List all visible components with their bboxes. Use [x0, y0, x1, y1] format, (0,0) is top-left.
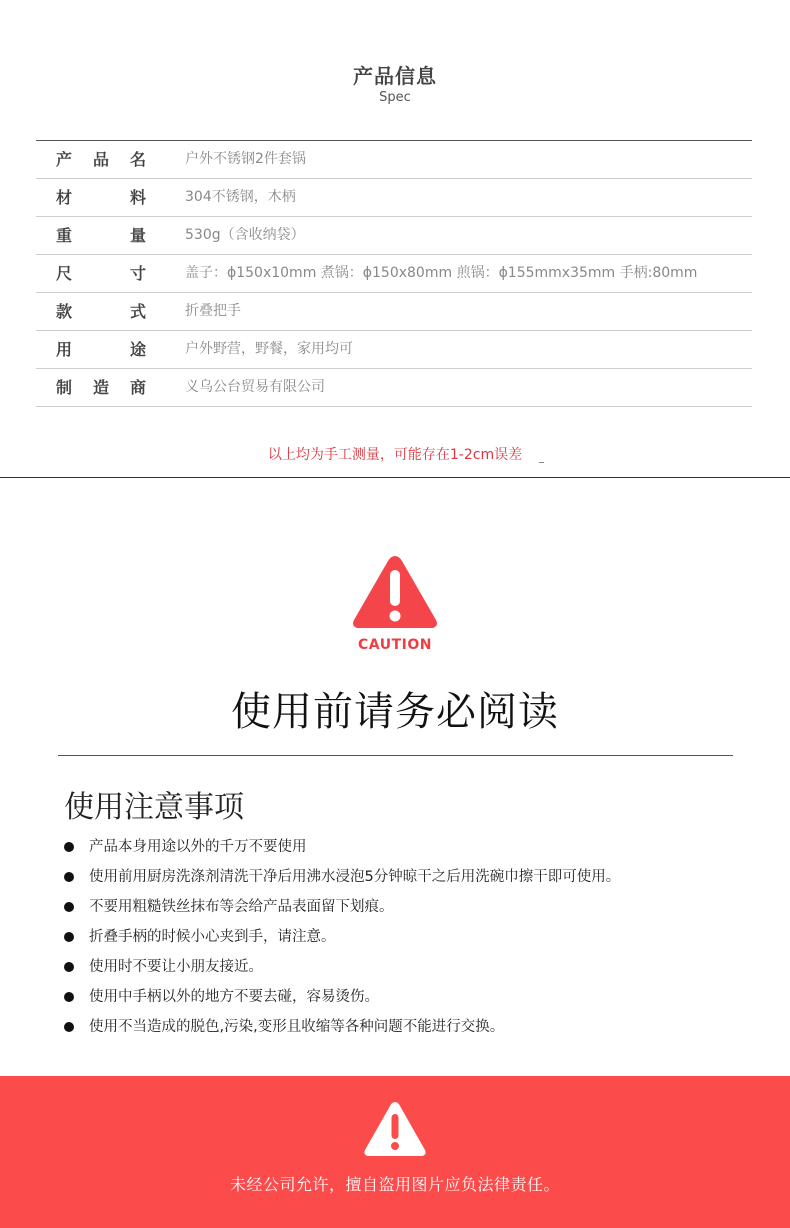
spec-label-char: 款 [56, 302, 73, 321]
list-item [62, 952, 620, 982]
list-item-text: 使用时不要让小朋友接近。 [89, 959, 263, 975]
spec-label [56, 179, 146, 216]
warning-triangle-icon [350, 552, 440, 632]
warning-triangle-icon [362, 1100, 428, 1158]
spec-label-char: 造 [92, 378, 109, 397]
list-item-text: 使用不当造成的脱色,污染,变形且收缩等各种问题不能进行交换。 [89, 1019, 505, 1035]
spec-label [56, 217, 146, 254]
spec-label-char: 商 [129, 378, 146, 397]
spec-label-char: 料 [129, 188, 146, 207]
spec-label-char: 式 [129, 302, 146, 321]
spec-row [36, 217, 752, 255]
list-item [62, 922, 620, 952]
spec-value: 折叠把手 [185, 303, 241, 319]
spec-label-char: 尺 [56, 264, 73, 283]
spec-label-char: 品 [92, 150, 109, 169]
spec-label [56, 369, 146, 406]
spec-label-char: 重 [56, 226, 73, 245]
measurement-note: 以上均为手工测量，可能存在1-2cm误差 [267, 447, 523, 463]
list-item-text: 折叠手柄的时候小心夹到手，请注意。 [89, 929, 336, 945]
list-item [62, 862, 620, 892]
spec-section [0, 0, 790, 478]
must-read-headline: 使用前请务必阅读 [231, 689, 559, 735]
list-item-text: 产品本身用途以外的千万不要使用 [89, 839, 307, 855]
copyright-footer [0, 1076, 790, 1228]
spec-label-char: 寸 [129, 264, 146, 283]
list-item [62, 892, 620, 922]
spec-label-char: 用 [56, 340, 73, 359]
spec-subtitle: Spec [379, 90, 411, 105]
spec-value: 530g（含收纳袋） [185, 227, 305, 243]
spec-label [56, 293, 146, 330]
spec-label-char: 产 [56, 150, 73, 169]
spec-value: 304不锈钢，木柄 [185, 189, 296, 205]
list-item [62, 832, 620, 862]
spec-row [36, 293, 752, 331]
spec-row [36, 331, 752, 369]
spec-label-char: 材 [56, 188, 73, 207]
list-item-text: 使用中手柄以外的地方不要去碰，容易烫伤。 [89, 989, 379, 1005]
spec-label [56, 331, 146, 368]
note-mark [539, 462, 544, 463]
spec-label-char: 名 [129, 150, 146, 169]
bullet-icon [64, 992, 74, 1002]
spec-label [56, 255, 146, 292]
spec-row [36, 255, 752, 293]
caution-label: CAUTION [358, 637, 432, 653]
spec-row [36, 369, 752, 407]
spec-label-char: 量 [129, 226, 146, 245]
list-item [62, 982, 620, 1012]
bullet-icon [64, 872, 74, 882]
list-item-text: 使用前用厨房洗涤剂清洗干净后用沸水浸泡5分钟晾干之后用洗碗巾擦干即可使用。 [89, 869, 621, 885]
spec-row [36, 141, 752, 179]
spec-row [36, 179, 752, 217]
bullet-icon [64, 842, 74, 852]
list-item-text: 不要用粗糙铁丝抹布等会给产品表面留下划痕。 [89, 899, 394, 915]
list-item [62, 1012, 620, 1042]
headline-divider [58, 755, 733, 756]
spec-value: 义乌公台贸易有限公司 [185, 379, 325, 395]
bullet-icon [64, 902, 74, 912]
notes-list [62, 832, 620, 1042]
bullet-icon [64, 962, 74, 972]
bullet-icon [64, 1022, 74, 1032]
notes-heading: 使用注意事项 [64, 790, 244, 825]
spec-label [56, 141, 146, 178]
spec-label-char: 途 [129, 340, 146, 359]
spec-label-char: 制 [56, 378, 73, 397]
spec-value: 户外野营，野餐，家用均可 [185, 341, 353, 357]
spec-value: 盖子：ϕ150x10mm 煮锅：ϕ150x80mm 煎锅：ϕ155mmx35mm 手柄:80mm [185, 265, 698, 281]
spec-table [36, 140, 752, 407]
bullet-icon [64, 932, 74, 942]
copyright-notice: 未经公司允许，擅自盗用图片应负法律责任。 [229, 1175, 560, 1194]
spec-title: 产品信息 [353, 64, 437, 88]
spec-value: 户外不锈钢2件套锅 [185, 151, 306, 167]
section-divider [0, 477, 790, 478]
